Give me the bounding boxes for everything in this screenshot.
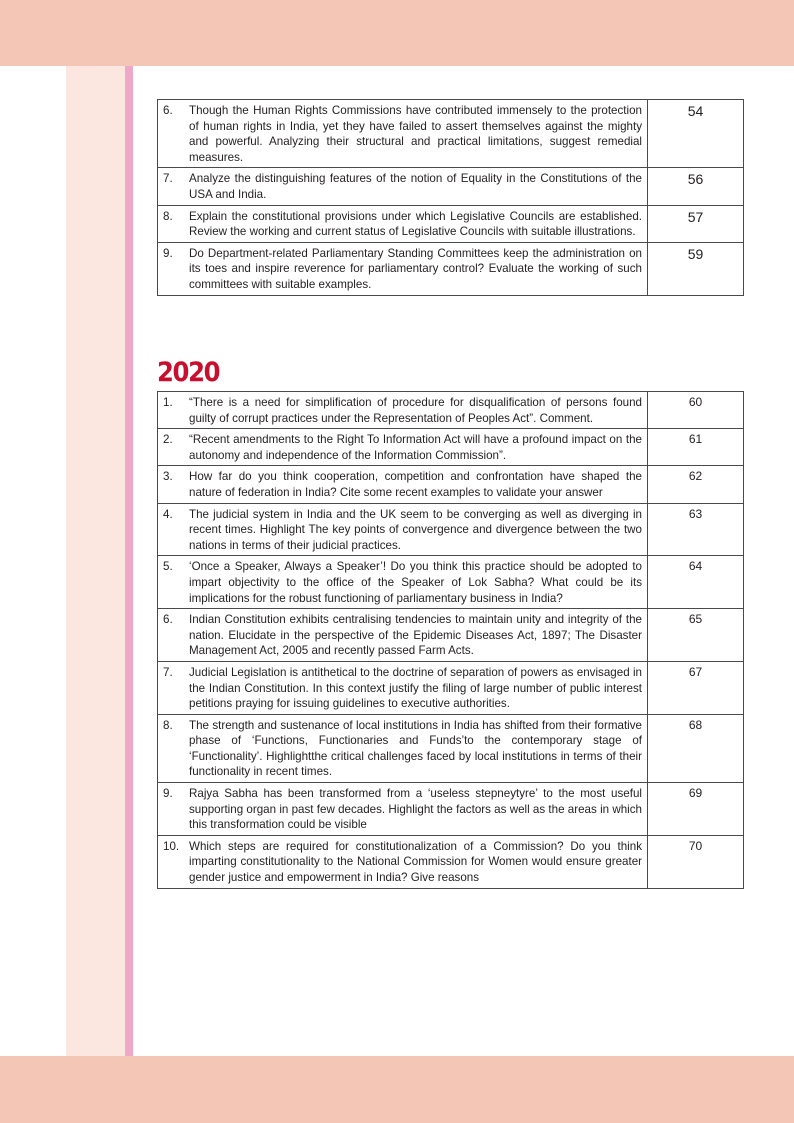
page-number: 70	[648, 835, 744, 888]
table-row	[158, 714, 744, 782]
page-number: 60	[648, 392, 744, 429]
question-number: 2.	[163, 433, 173, 447]
table-row	[158, 609, 744, 662]
table-row	[158, 205, 744, 242]
question-text: “There is a need for simplification of procedure for disqualification of persons found guilty of corrupt practices under the Representation of Peoples Act”. Comment.	[189, 396, 642, 425]
question-cell	[158, 714, 648, 782]
page-number: 65	[648, 609, 744, 662]
question-number: 8.	[163, 209, 173, 223]
question-number: 9.	[163, 787, 173, 801]
section-year-heading: 2020	[157, 357, 220, 388]
question-text: Analyze the distinguishing features of the notion of Equality in the Constitutions of the USA and India.	[189, 172, 642, 201]
question-number: 8.	[163, 718, 173, 732]
question-text: Which steps are required for constitutionalization of a Commission? Do you think imparting constitutionality to the National Commission for Women would ensure greater gender justice and empowerment in India? Give reasons	[189, 839, 642, 885]
header-band	[0, 0, 794, 66]
table-row	[158, 168, 744, 205]
question-number: 7.	[163, 172, 173, 186]
question-cell	[158, 392, 648, 429]
page-number: 69	[648, 783, 744, 836]
question-number: 5.	[163, 560, 173, 574]
question-text: The judicial system in India and the UK seem to be converging as well as diverging in recent times. Highlight The key points of convergence and divergence between the two nations in terms of their judicial practices.	[189, 507, 642, 552]
table-row	[158, 783, 744, 836]
question-number: 10.	[163, 839, 180, 853]
question-cell	[158, 609, 648, 662]
table-row	[158, 100, 744, 168]
table-row	[158, 392, 744, 429]
footer-band	[0, 1056, 794, 1123]
question-number: 1.	[163, 396, 173, 409]
question-number: 4.	[163, 507, 173, 521]
question-text: Do Department-related Parliamentary Standing Committees keep the administration on its toes and inspire reverence for parliamentary control? Evaluate the working of such committees with suitable examples.	[189, 246, 642, 291]
question-cell	[158, 100, 648, 168]
questions-table-2020	[157, 391, 744, 889]
question-cell	[158, 242, 648, 295]
question-number: 9.	[163, 246, 173, 260]
side-margin-stripe	[125, 66, 133, 1056]
table-row	[158, 503, 744, 556]
question-cell	[158, 556, 648, 609]
table-row	[158, 556, 744, 609]
page-number: 63	[648, 503, 744, 556]
page-number: 59	[648, 242, 744, 295]
side-margin-panel	[66, 66, 125, 1056]
question-text: Explain the constitutional provisions under which Legislative Councils are established. Review the working and current status of Legislative Councils with suitable illustrations.	[189, 209, 642, 239]
question-text: The strength and sustenance of local institutions in India has shifted from their formative phase of ‘Functions, Functionaries and Funds’to the contemporary stage of ‘Functionality’. Highlightthe critical challenges faced by local institutions in terms of their functionality in recent times.	[189, 718, 642, 779]
question-cell	[158, 661, 648, 714]
page-number: 64	[648, 556, 744, 609]
question-cell	[158, 783, 648, 836]
question-text: Judicial Legislation is antithetical to the doctrine of separation of powers as envisaged in the Indian Constitution. In this context justify the filing of large number of public interest petitions praying for issuing guidelines to executive authorities.	[189, 665, 642, 711]
question-text: ‘Once a Speaker, Always a Speaker’! Do you think this practice should be adopted to impart objectivity to the office of the Speaker of Lok Sabha? What could be its implications for the robust functioning of parliamentary business in India?	[189, 560, 642, 605]
question-text: “Recent amendments to the Right To Information Act will have a profound impact on the autonomy and independence of the Information Commission”.	[189, 433, 642, 462]
page-number: 56	[648, 168, 744, 205]
question-number: 3.	[163, 470, 173, 484]
table-row	[158, 835, 744, 888]
table-row	[158, 429, 744, 466]
page-number: 62	[648, 466, 744, 503]
table-row	[158, 661, 744, 714]
table-row	[158, 242, 744, 295]
question-number: 6.	[163, 104, 173, 117]
question-cell	[158, 835, 648, 888]
page-number: 67	[648, 661, 744, 714]
question-text: Though the Human Rights Commissions have contributed immensely to the protection of human rights in India, yet they have failed to assert themselves against the mighty and powerful. Analyzing their structural and practical limitations, suggest remedial measures.	[189, 104, 642, 164]
question-text: Indian Constitution exhibits centralising tendencies to maintain unity and integrity of the nation. Elucidate in the perspective of the Epidemic Diseases Act, 1897; The Disaster Management Act, 2005 and recently passed Farm Acts.	[189, 613, 642, 658]
table-row	[158, 466, 744, 503]
question-cell	[158, 168, 648, 205]
question-cell	[158, 205, 648, 242]
page-number: 61	[648, 429, 744, 466]
question-text: Rajya Sabha has been transformed from a ‘useless stepneytyre’ to the most useful supporting organ in past few decades. Highlight the factors as well as the areas in which this transformation could be visible	[189, 787, 642, 832]
page-number: 54	[648, 100, 744, 168]
question-cell	[158, 503, 648, 556]
page-number: 57	[648, 205, 744, 242]
question-number: 6.	[163, 613, 173, 627]
question-cell	[158, 429, 648, 466]
question-cell	[158, 466, 648, 503]
questions-table-previous	[157, 99, 744, 296]
question-number: 7.	[163, 665, 173, 679]
page-number: 68	[648, 714, 744, 782]
question-text: How far do you think cooperation, competition and confrontation have shaped the nature of federation in India? Cite some recent examples to validate your answer	[189, 470, 642, 499]
